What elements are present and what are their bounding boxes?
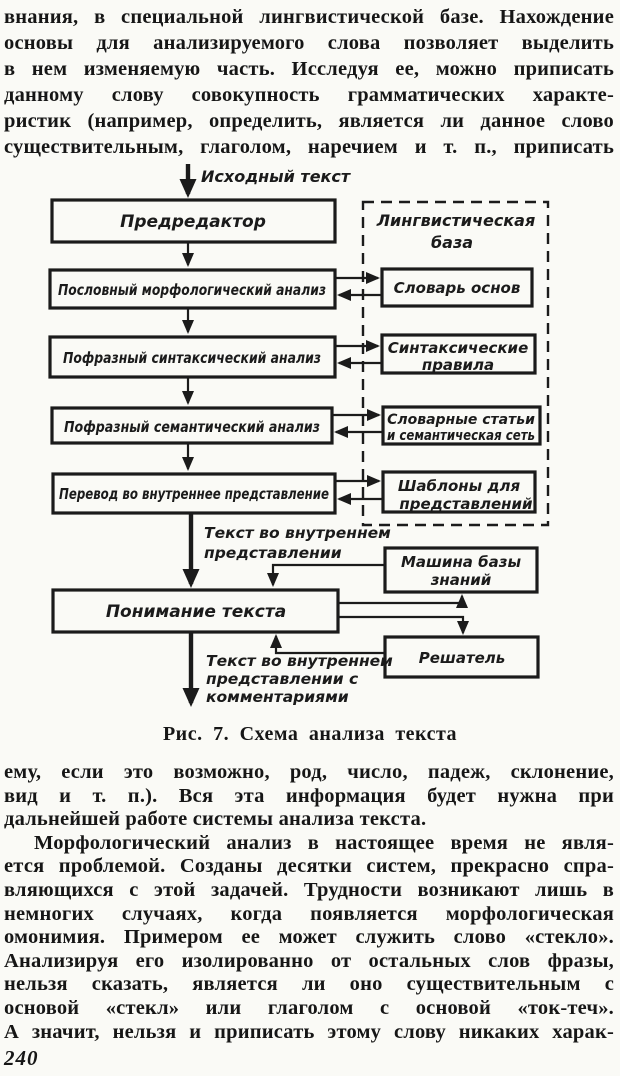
connector-solver-to-understanding — [276, 636, 385, 653]
box-syntax-analysis-label: Пофразный синтаксический анализ — [63, 349, 322, 367]
text-line: Морфологический анализ в настоящее время не явля- — [34, 831, 614, 854]
text-line: дальнейшей работе системы анализа текста. — [4, 808, 427, 831]
linguistic-base-label: база — [430, 233, 474, 252]
linguistic-base-label: Лингвистическая — [376, 211, 536, 230]
text-line: существительным, глаголом, наречием и т. п., приписать — [4, 136, 614, 158]
box-solver-label: Решатель — [418, 649, 506, 667]
text-line: вид и т. п.). Вся эта информация будет нужна при — [4, 784, 614, 807]
text-line: данному слову совокупность грамматических характе- — [4, 84, 614, 106]
box-dictionary-entries-label: и семантическая сеть — [387, 428, 536, 444]
text-line: ется проблемой. Созданы десятки систем, прекрасно спра- — [4, 855, 614, 878]
box-morph-analysis-label: Пословный морфологический анализ — [58, 281, 327, 299]
text-line: А значит, нельзя и приписать этому слову никаких харак- — [4, 1020, 614, 1043]
figure-caption: Рис. 7. Схема анализа текста — [162, 723, 458, 745]
top-paragraph — [4, 4, 614, 160]
box-semantic-analysis-label: Пофразный семантический анализ — [64, 418, 321, 436]
figure-diagram — [0, 162, 620, 720]
box-knowledge-machine-label: знаний — [430, 571, 492, 589]
text-line: внания, в специальной лингвистической базе. Нахождение — [4, 6, 614, 28]
text-line: ристик (например, определить, является ли данное слово — [4, 110, 614, 132]
annotated-text-label: представлении с — [206, 670, 359, 688]
connector-understanding-to-machine — [338, 596, 462, 603]
internal-text-label: Текст во внутреннем — [204, 524, 391, 542]
annotated-text-label: комментариями — [206, 688, 349, 706]
connector-machine-to-understanding — [273, 565, 385, 585]
box-templates-label: представлений — [399, 495, 533, 513]
text-line: ему, если это возможно, род, число, падеж, склонение, — [4, 761, 614, 783]
input-text-label: Исходный текст — [201, 167, 351, 186]
text-line: Анализируя его изолированно от остальных слов фразы, — [4, 949, 614, 972]
internal-text-label: представлении — [204, 544, 342, 562]
annotated-text-label: Текст во внутреннем — [206, 652, 393, 670]
box-stem-dictionary-label: Словарь основ — [393, 279, 521, 297]
connector-understanding-to-solver — [338, 617, 463, 633]
text-line: основой «стекл» или глаголом с основой «ток-теч». — [4, 996, 614, 1019]
box-syntax-rules-label: Синтаксические — [387, 339, 529, 357]
bottom-paragraphs — [4, 761, 614, 1044]
box-dictionary-entries-label: Словарные статьи — [387, 412, 535, 428]
text-line: немногих случаях, когда появляется морфологическая — [4, 902, 614, 925]
box-knowledge-machine-label: Машина базы — [400, 553, 522, 571]
page-number: 240 — [4, 1046, 39, 1070]
box-internal-translation-label: Перевод во внутреннее представление — [59, 485, 329, 503]
box-syntax-rules-label: правила — [421, 356, 495, 374]
box-understanding-label: Понимание текста — [105, 602, 287, 622]
text-line: нельзя сказать, является ли оно существительным с — [4, 973, 614, 996]
text-line: вляющихся с этой задачей. Трудности возникают лишь в — [4, 878, 614, 901]
text-line: в нем изменяемую часть. Исследуя ее, можно приписать — [4, 58, 614, 80]
text-line: омонимия. Примером ее может служить слово «стекло». — [4, 926, 614, 949]
box-preeditor-label: Предредактор — [120, 212, 266, 232]
box-templates-label: Шаблоны для — [397, 477, 521, 495]
text-line: основы для анализируемого слова позволяет выделить — [4, 32, 614, 54]
